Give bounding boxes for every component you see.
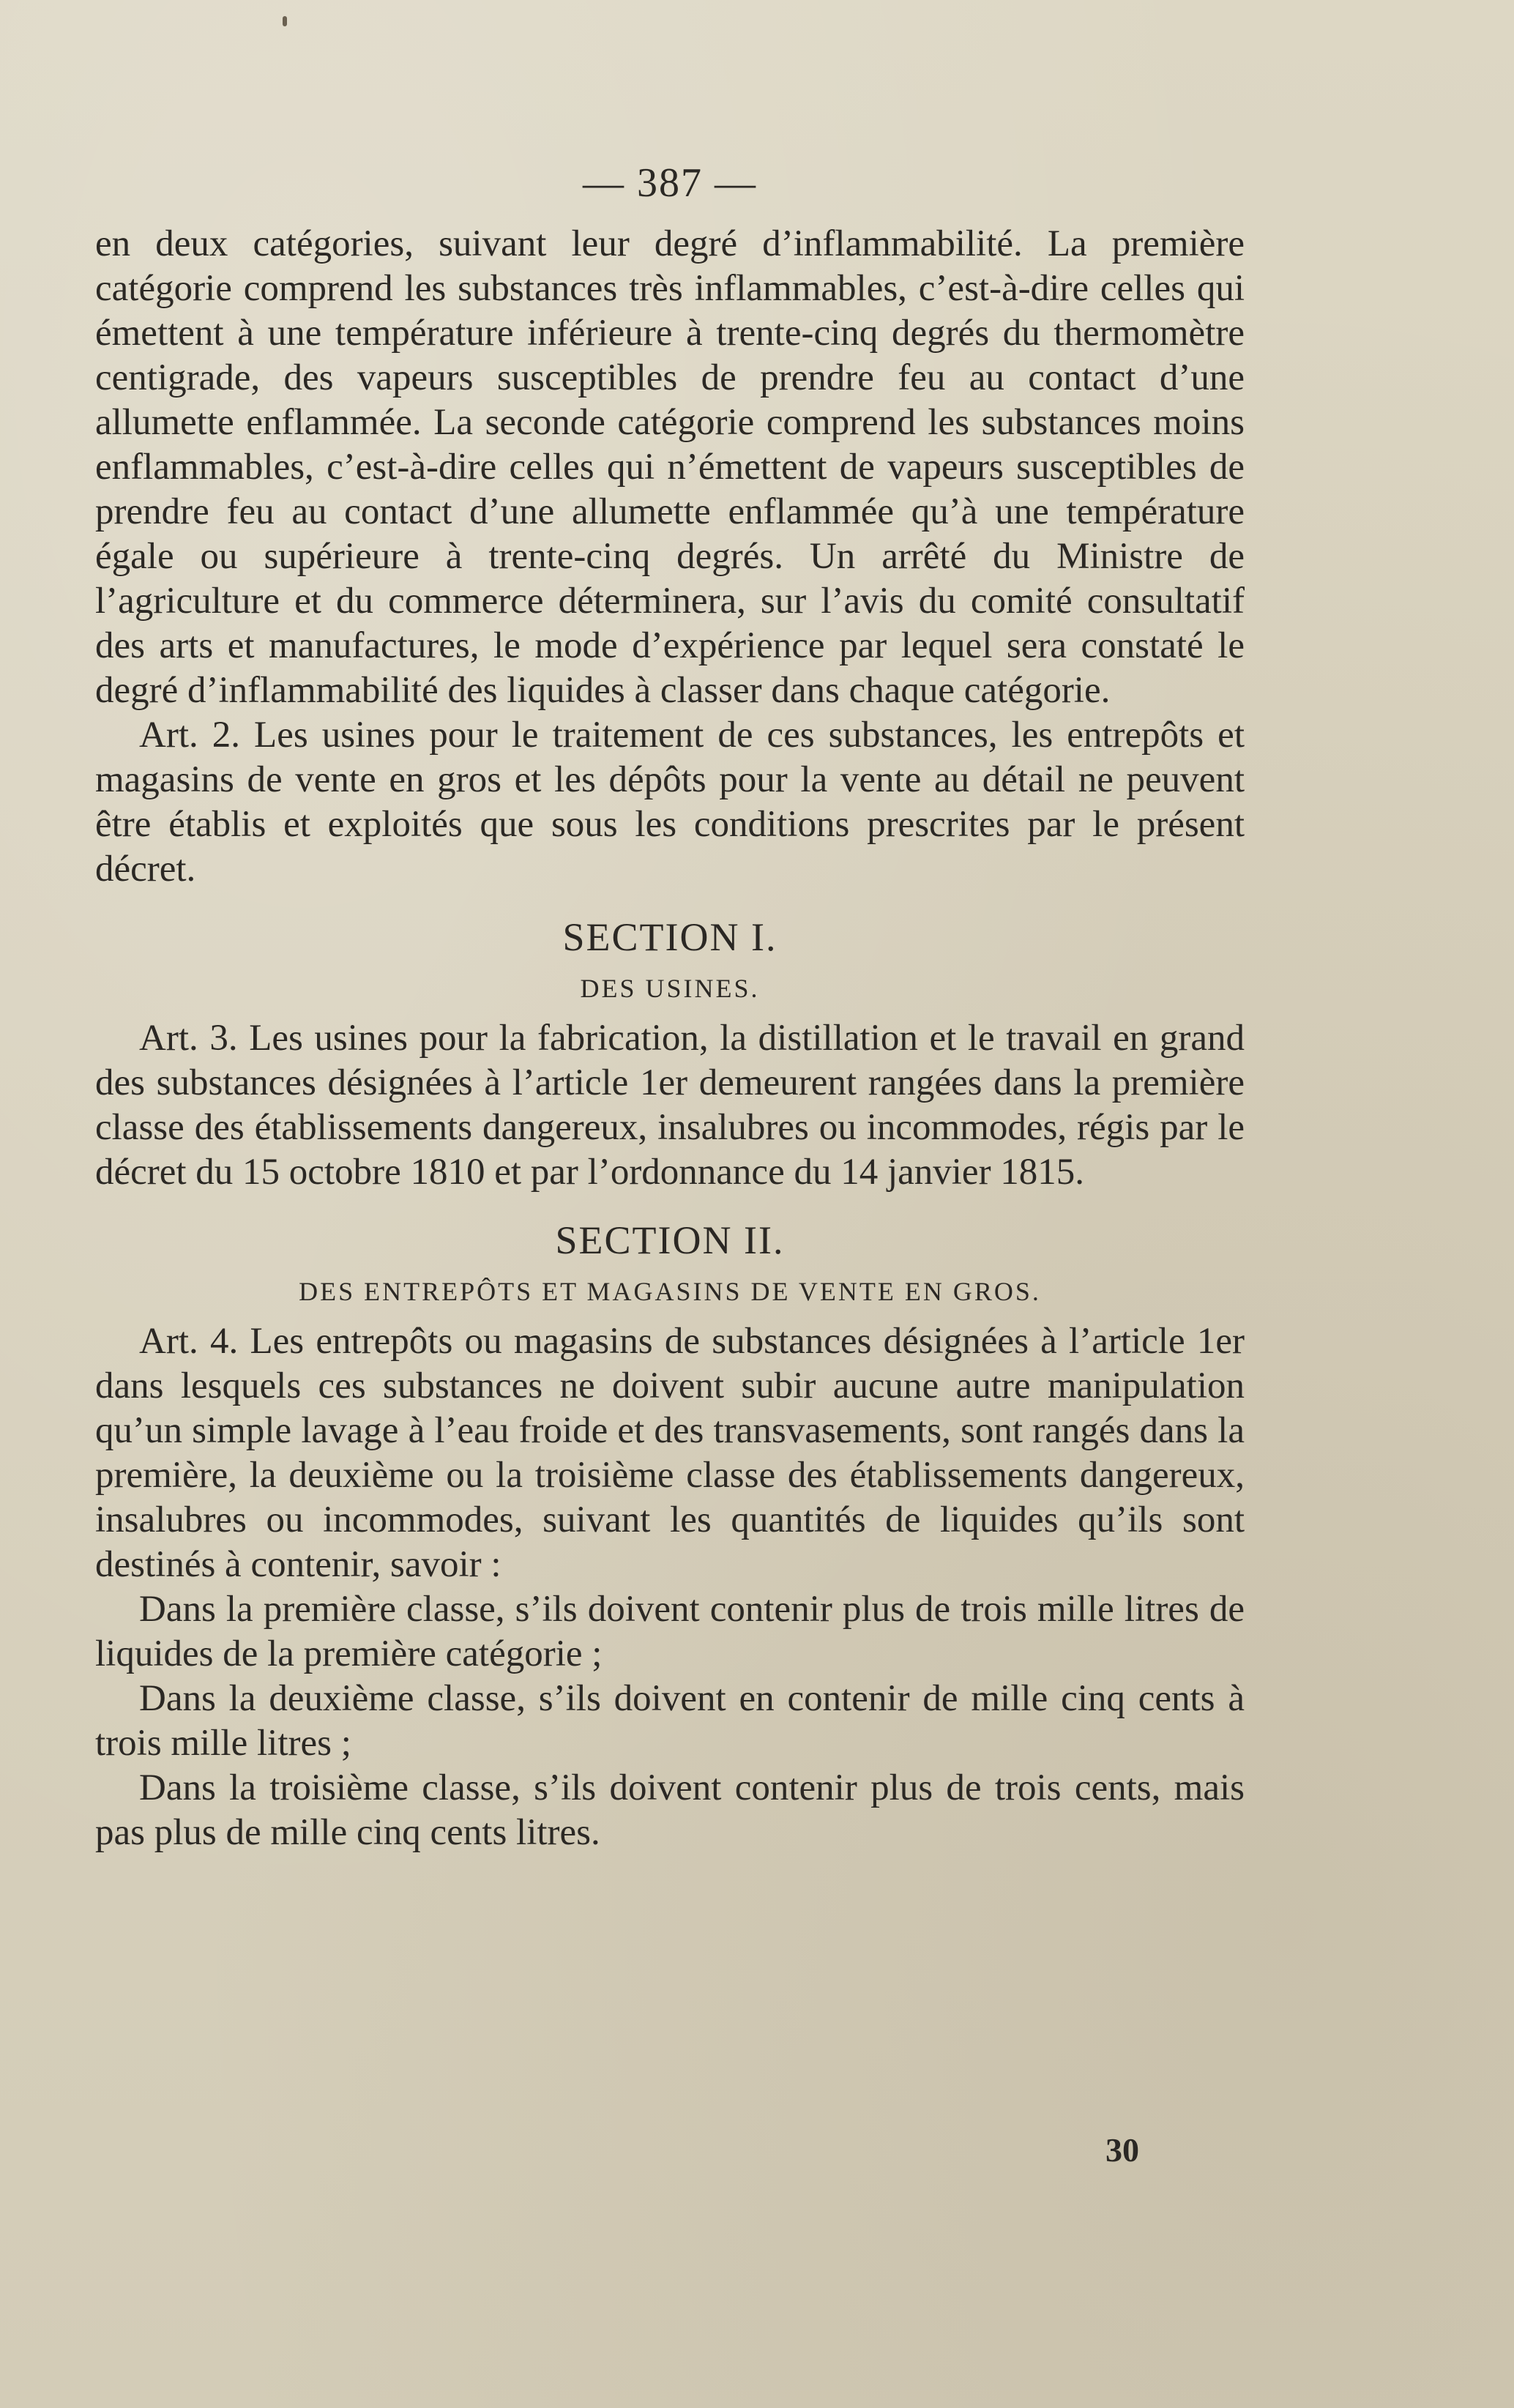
- page-number-header: — 387 —: [583, 160, 757, 206]
- section-2-title: SECTION II.: [555, 1218, 785, 1262]
- article-4-paragraph: Art. 4. Les entrepôts ou magasins de substances désignées à l’article 1er dans lesquels ces substances ne doivent subir aucune autre manipulation qu’un simple lavage à l’eau froide et des transvasements, sont rangés dans la première, la deuxième ou la troisième classe des établissements dangereux, insalubres ou incommodes, suivant les quantités de liquides qu’ils sont destinés à contenir, savoir :: [95, 1321, 1245, 1585]
- class-item-3: Dans la troisième classe, s’ils doivent contenir plus de trois cents, mais pas plus de mille cinq cents litres.: [95, 1767, 1245, 1853]
- article-2-paragraph: Art. 2. Les usines pour le traitement de ces substances, les entrepôts et magasins de vente en gros et les dépôts pour la vente au détail ne peuvent être établis et exploités que sous les conditions prescrites par le présent décret.: [95, 715, 1245, 890]
- body-text: [95, 222, 1245, 1855]
- section-1-subtitle: DES USINES.: [580, 974, 760, 1003]
- class-item-1: Dans la première classe, s’ils doivent contenir plus de trois mille litres de liquides de la première catégorie ;: [95, 1589, 1245, 1674]
- class-item-2: Dans la deuxième classe, s’ils doivent en contenir de mille cinq cents à trois mille litres ;: [95, 1678, 1245, 1764]
- section-1-title: SECTION I.: [562, 915, 777, 959]
- article-3-paragraph: Art. 3. Les usines pour la fabrication, la distillation et le travail en grand des substances désignées à l’article 1er demeurent rangées dans la première classe des établissements dangereux, insalubres ou incommodes, régis par le décret du 15 octobre 1810 et par l’ordonnance du 14 janvier 1815.: [95, 1018, 1245, 1193]
- page-content: [95, 157, 1245, 1855]
- ink-speck: [283, 16, 287, 26]
- section-2-subtitle: DES ENTREPÔTS ET MAGASINS DE VENTE EN GROS.: [299, 1277, 1041, 1306]
- signature-mark: 30: [1105, 2131, 1139, 2169]
- intro-paragraph: en deux catégories, suivant leur degré d’inflammabilité. La première catégorie comprend les substances très inflammables, c’est-à-dire celles qui émettent à une température inférieure à trente-cinq degrés du thermomètre centigrade, des vapeurs susceptibles de prendre feu au contact d’une allumette enflammée. La seconde catégorie comprend les substances moins enflammables, c’est-à-dire celles qui n’émettent de vapeurs susceptibles de prendre feu au contact d’une allumette enflammée qu’à une température égale ou supérieure à trente-cinq degrés. Un arrêté du Ministre de l’agriculture et du commerce déterminera, sur l’avis du comité consultatif des arts et manufactures, le mode d’expérience par lequel sera constaté le degré d’inflammabilité des liquides à classer dans chaque catégorie.: [95, 223, 1245, 711]
